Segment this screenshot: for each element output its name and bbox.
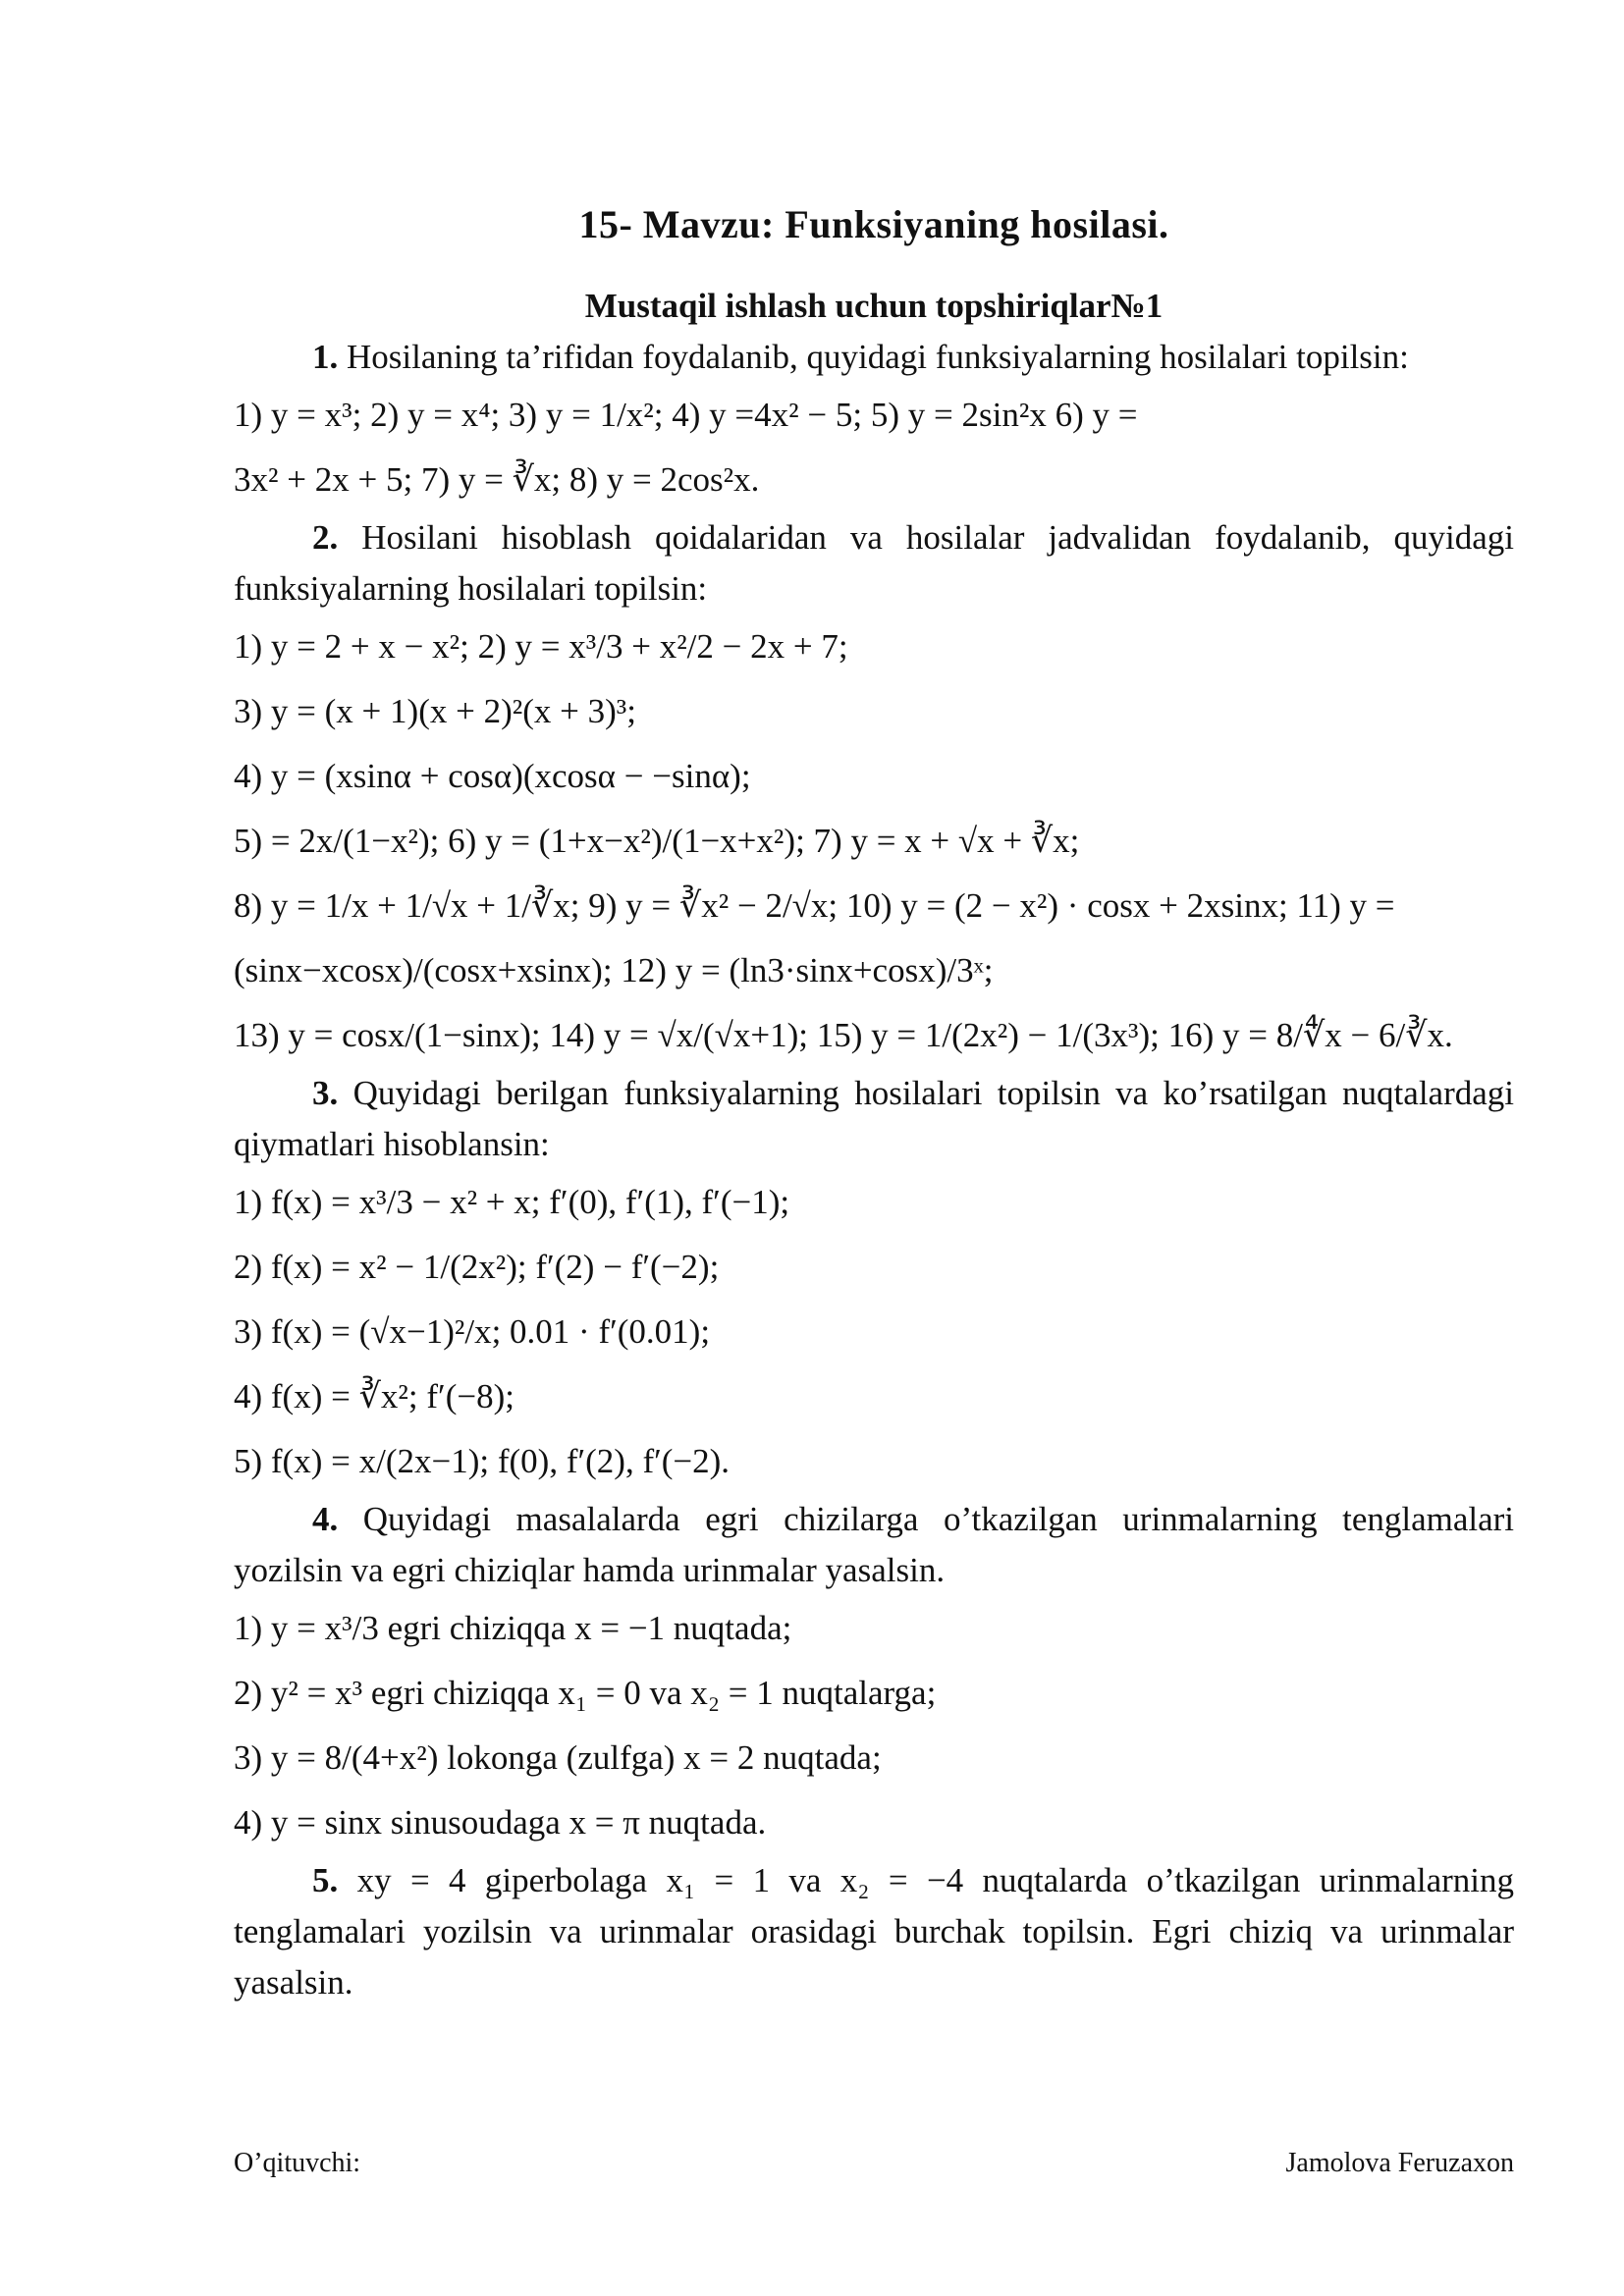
task-2-text: Hosilani hisoblash qoidalaridan va hosilalar jadvalidan foydalanib, quyidagi funksiyalarning hosilalari topilsin: (234, 518, 1514, 608)
task-1-item-line-1: 1) y = x³; 2) y = x⁴; 3) y = 1/x²; 4) y =4x² − 5; 5) y = 2sin²x 6) y = (234, 396, 1138, 434)
task-5-text: xy = 4 giperbolaga x₁ = 1 va x₂ = −4 nuqtalarda o’tkazilgan urinmalarning tenglamalari yozilsin va urinmalar orasidagi burchak topilsin. Egri chiziq va urinmalar yasalsin. (234, 1861, 1515, 2002)
task-3-item-line-2: 2) f(x) = x² − 1/(2x²); f′(2) − f′(−2); (234, 1248, 720, 1286)
page-subtitle: Mustaqil ishlash uchun topshiriqlar№1 (584, 287, 1164, 325)
task-2-item-line-2: 3) y = (x + 1)(x + 2)²(x + 3)³; (234, 692, 637, 730)
task-3-number: 3. (312, 1074, 339, 1112)
page-title: 15- Mavzu: Funksiyaning hosilasi. (578, 202, 1169, 246)
task-4-item-line-4: 4) y = sinx sinusoudaga x = π nuqtada. (234, 1803, 767, 1842)
task-4-number: 4. (312, 1500, 339, 1538)
task-1-text: Hosilaning ta’rifidan foydalanib, quyidagi funksiyalarning hosilalari topilsin: (347, 338, 1409, 376)
task-5-intro (234, 1855, 1514, 2008)
task-4-item-line-2: 2) y² = x³ egri chiziqqa x₁ = 0 va x₂ = 1 nuqtalarga; (234, 1674, 937, 1712)
task-3-intro (234, 1068, 1514, 1170)
task-3-item-line-1: 1) f(x) = x³/3 − x² + x; f′(0), f′(1), f′(−1); (234, 1183, 790, 1221)
task-5-number: 5. (312, 1861, 339, 1899)
task-2-intro (234, 512, 1514, 614)
task-4-text: Quyidagi masalalarda egri chizilarga o’tkazilgan urinmalarning tenglamalari yozilsin va egri chiziqlar hamda urinmalar yasalsin. (234, 1500, 1515, 1589)
footer-teacher-label: O’qituvchi: (234, 2148, 361, 2178)
task-3-text: Quyidagi berilgan funksiyalarning hosilalari topilsin va ko’rsatilgan nuqtalardagi qiymatlari hisoblansin: (234, 1074, 1514, 1163)
task-2-item-line-3: 4) y = (xsinα + cosα)(xcosα − −sinα); (234, 757, 751, 795)
task-4-item-line-1: 1) y = x³/3 egri chiziqqa x = −1 nuqtada; (234, 1609, 792, 1647)
task-2-item-line-7: 13) y = cosx/(1−sinx); 14) y = √x/(√x+1); 15) y = 1/(2x²) − 1/(3x³); 16) y = 8/∜x − 6/∛x. (234, 1016, 1453, 1054)
task-1-intro (234, 332, 1514, 383)
task-4-intro (234, 1494, 1514, 1596)
task-2-number: 2. (312, 518, 339, 557)
task-1-number: 1. (312, 338, 339, 376)
task-1-item-line-2: 3x² + 2x + 5; 7) y = ∛x; 8) y = 2cos²x. (234, 460, 760, 499)
task-2-item-line-4: 5) = 2x/(1−x²); 6) y = (1+x−x²)/(1−x+x²); 7) y = x + √x + ∛x; (234, 822, 1080, 860)
task-3-item-line-3: 3) f(x) = (√x−1)²/x; 0.01 · f′(0.01); (234, 1312, 711, 1351)
task-2-item-line-1: 1) y = 2 + x − x²; 2) y = x³/3 + x²/2 − 2x + 7; (234, 627, 848, 666)
task-4-item-line-3: 3) y = 8/(4+x²) lokonga (zulfga) x = 2 nuqtada; (234, 1738, 882, 1777)
task-2-item-line-6: (sinx−xcosx)/(cosx+xsinx); 12) y = (ln3·sinx+cosx)/3ˣ; (234, 951, 994, 989)
task-2-item-line-5: 8) y = 1/x + 1/√x + 1/∛x; 9) y = ∛x² − 2/√x; 10) y = (2 − x²) · cosx + 2xsinx; 11) y = (234, 886, 1395, 925)
task-3-item-line-4: 4) f(x) = ∛x²; f′(−8); (234, 1377, 514, 1415)
footer-teacher-name: Jamolova Feruzaxon (1285, 2148, 1514, 2178)
task-3-item-line-5: 5) f(x) = x/(2x−1); f(0), f′(2), f′(−2). (234, 1442, 731, 1480)
